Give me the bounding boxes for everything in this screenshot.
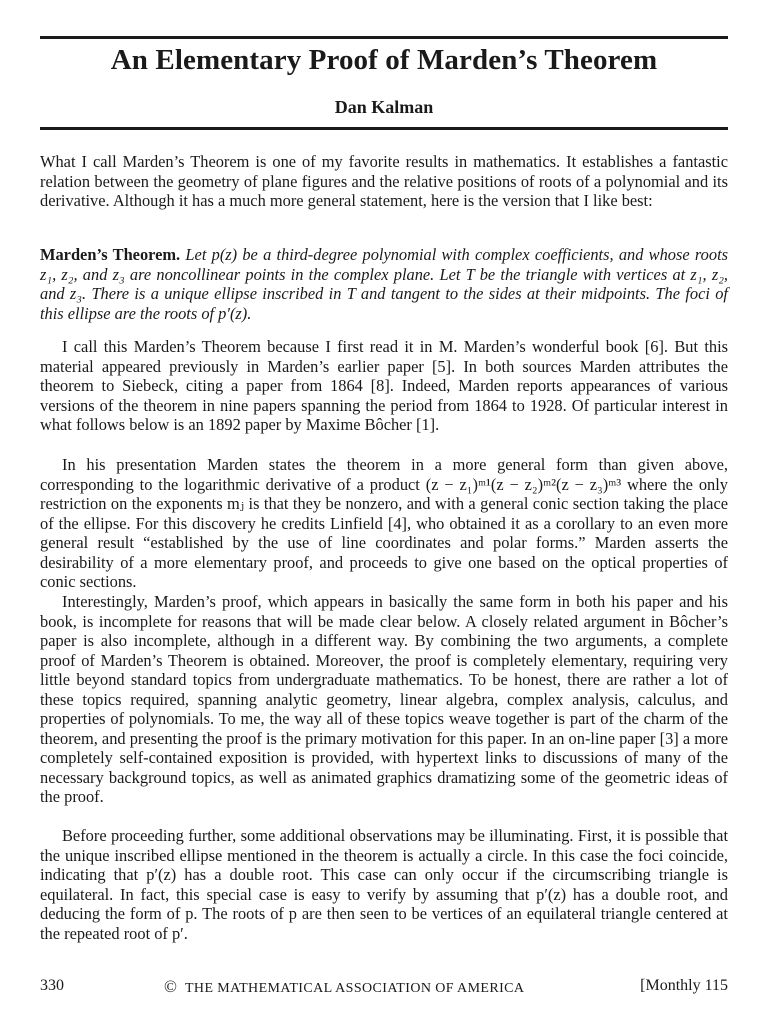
theorem-statement (40, 245, 728, 323)
top-rule (40, 36, 728, 39)
author-name: Dan Kalman (334, 97, 434, 117)
body-paragraph-4: Before proceeding further, some additional observations may be illuminating. First, it is possible that the unique inscribed ellipse mentioned in the theorem is actually a circle. In this case the foci coincide, indicating that p′(z) has a double root. This case can only occur if the circumscribing triangle is equilateral. In fact, this special case is easy to verify by assuming that p′(z) has a double root, and deducing the form of p. The roots of p are then seen to be vertices of an equilateral triangle centered at the repeated root of p′. (40, 826, 728, 943)
page-number: 330 (40, 977, 64, 994)
journal-issue: [Monthly 115 (640, 977, 728, 994)
theorem-body: Let p(z) be a third-degree polynomial with complex coefficients, and whose roots z₁, z₂, and z₃ are noncollinear points in the complex plane. Let T be the triangle with vertices at z₁, z₂, and z₃. There is a unique ellipse inscribed in T and tangent to the sides at their midpoints. The foci of this ellipse are the roots of p′(z). (40, 245, 728, 323)
page-footer (40, 977, 728, 997)
header-bottom-rule (40, 127, 728, 130)
intro-paragraph: What I call Marden’s Theorem is one of my favorite results in mathematics. It establishes a fantastic relation between the geometry of plane figures and the relative positions of roots of a polynomial and its derivative. Although it has a much more general statement, here is the version that I like best: (40, 152, 728, 210)
copyright-icon: © (164, 977, 178, 996)
article-title: An Elementary Proof of Marden’s Theorem (110, 44, 658, 76)
theorem-heading: Marden’s Theorem. (40, 245, 181, 264)
body-paragraph-2: In his presentation Marden states the theorem in a more general form than given above, corresponding to the logarithmic derivative of a product (z − z₁)ᵐ¹(z − z₂)ᵐ²(z − z₃)ᵐ³ where the only restriction on the exponents mⱼ is that they be nonzero, and with a general conic section taking the place of the ellipse. For this discovery he credits Linfield [4], who obtained it as a corollary to an even more general result “established by the use of line coordinates and polar forms.” Marden asserts the desirability of a more elementary proof, and proceeds to give one based on the optical properties of conic sections. (40, 455, 728, 591)
publisher-line (164, 977, 524, 997)
body-paragraph-3: Interestingly, Marden’s proof, which appears in basically the same form in both his paper and his book, is incomplete for reasons that will be made clear below. A closely related argument in Bôcher’s paper is also incomplete, although in a different way. By combining the two arguments, a complete proof of Marden’s Theorem is obtained. Moreover, the proof is completely elementary, requiring very little beyond standard topics from undergraduate mathematics. To be honest, there are rather a lot of these topics required, spanning analytic geometry, linear algebra, complex analysis, calculus, and properties of polynomials. To me, the way all of these topics weave together is part of the charm of the theorem, and presenting the proof is the primary motivation for this paper. In an on-line paper [3] a more completely self-contained exposition is provided, with hypertext links to discussions of many of the necessary background topics, as well as animated graphics dramatizing some of the geometric ideas of the proof. (40, 592, 728, 806)
body-paragraph-1: I call this Marden’s Theorem because I first read it in M. Marden’s wonderful book [6]. But this material appeared previously in Marden’s earlier paper [5]. In both sources Marden attributes the theorem to Siebeck, citing a paper from 1864 [8]. Indeed, Marden reports appearances of various versions of the theorem in nine papers spanning the period from 1864 to 1928. Of particular interest in what follows below is an 1892 paper by Maxime Bôcher [1]. (40, 337, 728, 434)
association-name: THE MATHEMATICAL ASSOCIATION OF AMERICA (184, 981, 525, 996)
